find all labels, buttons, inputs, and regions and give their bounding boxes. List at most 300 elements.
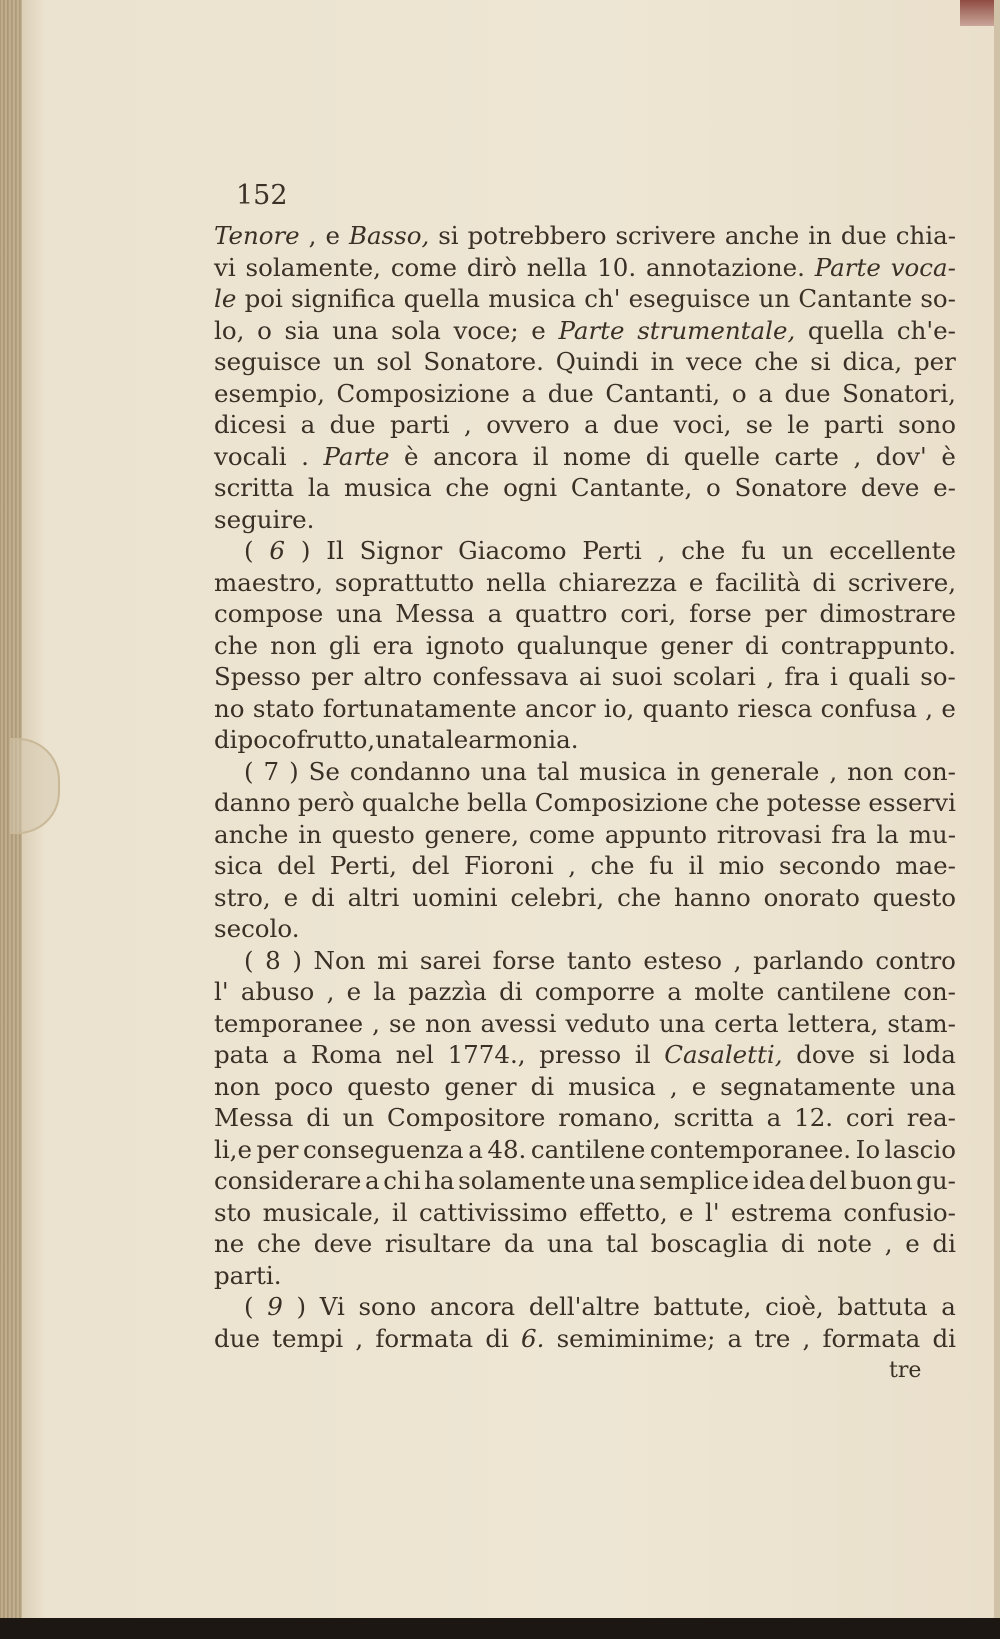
word: Roma [310, 1040, 382, 1069]
text-line [214, 252, 956, 284]
word: ( [244, 756, 254, 786]
text-line [214, 1039, 956, 1071]
word: dell'altre [528, 1292, 640, 1321]
word: qualche [361, 788, 460, 817]
text-line [214, 283, 956, 315]
text-line [214, 1102, 956, 1134]
word: note [817, 1229, 873, 1258]
word: nel [395, 1040, 434, 1069]
word: armonia. [468, 725, 579, 754]
text-line [214, 598, 956, 630]
word: , [308, 221, 317, 250]
word: dove [796, 1040, 856, 1069]
word: no [214, 693, 245, 723]
word: hanno [674, 882, 751, 912]
word: dov' [875, 441, 927, 471]
word: che [590, 851, 635, 880]
word: ch' [584, 284, 621, 313]
word: anche [214, 819, 289, 849]
word: in [298, 819, 322, 849]
word: io, [603, 693, 635, 723]
page-edge [994, 0, 1000, 1639]
word: ) [292, 945, 302, 975]
word: appunto [604, 819, 707, 849]
word: si [868, 1040, 890, 1069]
word: musica [488, 284, 576, 313]
word: poco [237, 725, 297, 754]
word: fu [649, 851, 674, 880]
word: scrivere [615, 221, 716, 250]
word: sarei [419, 945, 482, 975]
text-line [214, 1228, 956, 1260]
word: dica, [842, 347, 903, 376]
word: di [214, 725, 238, 754]
word: che [214, 630, 258, 660]
text-line [214, 819, 956, 851]
word: contro [875, 945, 956, 975]
word: , [355, 1323, 364, 1353]
text-line [214, 409, 956, 441]
word: conseguenza [303, 1134, 464, 1164]
ribbon-marker [960, 0, 994, 26]
word: mio [718, 851, 765, 880]
word: in [808, 221, 832, 250]
word: Composizione [534, 788, 709, 817]
word: due [214, 1323, 260, 1353]
word: o [706, 473, 721, 502]
word: ancora [429, 1292, 516, 1321]
word: del [277, 851, 316, 880]
word: con- [903, 977, 956, 1006]
word: tale [421, 725, 469, 754]
word: confusa [820, 693, 917, 723]
word: di [530, 1071, 555, 1101]
word: Quindi [555, 347, 639, 376]
word: chiarezza [558, 567, 677, 597]
word: contemporanee. [649, 1134, 852, 1164]
word: e [941, 693, 956, 723]
text-line [214, 1260, 956, 1292]
word: dicesi [214, 410, 287, 439]
word: seguisce [214, 347, 322, 376]
word: due [840, 221, 887, 250]
word: due [613, 410, 660, 439]
word: e- [933, 473, 956, 502]
word: una [589, 1166, 636, 1195]
word: fra [831, 819, 867, 849]
word: certa [714, 1008, 779, 1038]
word: parlando [753, 945, 864, 975]
word: Perti [582, 536, 642, 565]
word: questo [347, 1071, 431, 1101]
word: esteso [643, 945, 723, 975]
word: in [650, 347, 675, 376]
word: cori [845, 1103, 894, 1132]
word: potrebbero [467, 221, 607, 250]
word: a [487, 599, 503, 628]
word: tal [536, 756, 570, 786]
word: effetto, [578, 1197, 668, 1227]
word: poi [244, 284, 283, 313]
word: ancora [433, 441, 519, 471]
word: come [390, 252, 458, 282]
text-line [214, 315, 956, 347]
word: Composizione [336, 378, 510, 408]
word: , [829, 756, 838, 786]
word: è [941, 441, 956, 471]
text-line [214, 346, 956, 378]
word: , [802, 1323, 811, 1353]
word: compose [214, 599, 324, 628]
word: Cantante, [570, 473, 693, 502]
word: che [256, 1229, 301, 1258]
word: , [853, 441, 862, 471]
word: stato [252, 693, 315, 723]
word: Messa [395, 599, 475, 628]
word: abuso [240, 977, 315, 1006]
text-line [214, 1165, 956, 1197]
word: cantilene [530, 1134, 646, 1164]
word: era [372, 630, 414, 660]
word: che [754, 347, 799, 376]
text-line [214, 220, 956, 252]
word: Sonatori, [842, 378, 956, 408]
word: ) [289, 756, 299, 786]
word: bella [467, 788, 528, 817]
word: quanto [642, 693, 730, 723]
word: che [445, 473, 490, 502]
word: a [300, 410, 316, 439]
word: e [283, 882, 299, 912]
word: riesca [737, 693, 813, 723]
word: solamente, [245, 252, 381, 282]
word: due [329, 410, 376, 439]
word: di [306, 1103, 330, 1132]
word: secolo. [214, 914, 300, 943]
word: Sonatore. [423, 347, 544, 376]
word: ovvero [486, 410, 570, 439]
word: il [634, 1040, 651, 1069]
word: 7 [263, 756, 280, 786]
word: formata [822, 1323, 921, 1353]
word: semiminime; [556, 1323, 716, 1353]
word: tal [605, 1229, 639, 1258]
word: di [645, 441, 670, 471]
word: so- [920, 284, 956, 313]
word: qualunque [516, 630, 649, 660]
word: Cantante [798, 284, 913, 313]
word: e [531, 315, 546, 345]
word: una [659, 1008, 706, 1038]
word: , [925, 693, 934, 723]
word: buon [850, 1166, 913, 1195]
word: comporre [534, 977, 655, 1006]
body-text [214, 220, 956, 1354]
word: loda [902, 1040, 956, 1069]
word: , [766, 662, 774, 691]
word: stro, [214, 882, 271, 912]
page-clip [10, 738, 60, 834]
word: a [941, 1292, 956, 1321]
word: di [485, 1323, 509, 1353]
word: Compositore [386, 1103, 546, 1132]
word: segnatamente [720, 1071, 896, 1101]
word: sono [358, 1292, 417, 1321]
word: Giacomo [458, 536, 567, 565]
word: eseguisce [628, 284, 751, 313]
word: li,e [214, 1134, 252, 1164]
word: seguire. [214, 504, 315, 534]
word: una [332, 315, 379, 345]
word: cattivissimo [419, 1197, 568, 1227]
word: Sonatore [734, 473, 848, 502]
word: voca- [890, 252, 956, 282]
word: , [326, 977, 335, 1006]
word: solamente [458, 1166, 586, 1195]
word: danno [214, 788, 291, 817]
word: forse [492, 945, 556, 975]
word: esempio, [214, 378, 325, 408]
word: chia- [895, 221, 956, 250]
word: Basso, [348, 221, 430, 250]
word: scritta [214, 473, 295, 502]
word: del [808, 1166, 847, 1195]
word: potesse [766, 788, 862, 817]
word: ancor [525, 693, 596, 723]
word: Perti, [329, 851, 397, 880]
word: pata [214, 1040, 269, 1069]
word: quella [807, 315, 885, 345]
text-line [214, 630, 956, 662]
word: onorato [763, 882, 860, 912]
word: boscaglia [650, 1229, 769, 1258]
word: deve [313, 1229, 373, 1258]
word: ch'e- [896, 315, 956, 345]
word: di [812, 567, 836, 597]
word: si [438, 221, 459, 250]
word: strumentale, [637, 315, 796, 345]
word: temporanee [214, 1008, 364, 1038]
text-line [214, 472, 956, 504]
word: chi [383, 1166, 421, 1195]
word: a [758, 378, 773, 408]
text-line [214, 1323, 956, 1355]
word: questo [872, 882, 956, 912]
word: , [568, 851, 577, 880]
word: Signor [359, 536, 443, 565]
word: il [688, 851, 705, 880]
word: quali [848, 662, 910, 691]
text-line [214, 913, 956, 945]
word: rea- [906, 1103, 956, 1132]
word: e [346, 977, 362, 1006]
word: del [411, 851, 450, 880]
word: presso [539, 1040, 622, 1069]
word: i [830, 662, 838, 691]
word: cori, [620, 599, 677, 628]
word: non [847, 756, 894, 786]
word: . [301, 441, 309, 471]
word: 8 [265, 945, 281, 975]
word: e [905, 1229, 920, 1258]
word: due [547, 378, 594, 408]
word: lettera, [787, 1008, 879, 1038]
word: avessi [480, 1008, 557, 1038]
word: di [932, 1229, 956, 1258]
word: di [932, 1323, 956, 1353]
word: Casaletti, [664, 1040, 783, 1069]
word: Non [313, 945, 366, 975]
word: che [715, 788, 760, 817]
word: o [257, 315, 272, 345]
word: genere, [424, 819, 520, 849]
word: ha [424, 1166, 455, 1195]
word: 12. [794, 1103, 834, 1132]
word: Parte [323, 441, 390, 471]
word: però [297, 788, 355, 817]
word: formata [375, 1323, 474, 1353]
word: romano, [558, 1103, 661, 1132]
word: , [372, 1008, 380, 1038]
word: e [688, 567, 704, 597]
word: voce; [453, 315, 519, 345]
word: tempi [272, 1323, 344, 1353]
word: maestro, [214, 567, 324, 597]
text-line [214, 693, 956, 725]
word: 48. [487, 1134, 527, 1164]
word: nome [563, 441, 632, 471]
word: l' [704, 1197, 720, 1227]
word: tanto [566, 945, 632, 975]
word: di [780, 1229, 805, 1258]
word: anche [724, 221, 800, 250]
word: una [336, 599, 383, 628]
word: le [214, 284, 237, 313]
word: a [727, 1323, 743, 1353]
word: 6 [269, 536, 286, 565]
word: scolari [672, 662, 756, 691]
word: condanno [349, 756, 471, 786]
word: per [256, 1134, 299, 1164]
word: molte [694, 977, 765, 1006]
word: idea [752, 1166, 806, 1195]
text-line [214, 724, 956, 756]
word: sia [284, 315, 320, 345]
word: scrivere, [847, 567, 956, 597]
word: vece [686, 347, 743, 376]
word: suoi [611, 662, 663, 691]
word: fortunatamente [322, 693, 517, 723]
word: Fioroni [464, 851, 554, 880]
word: , [657, 536, 666, 565]
word: Parte [558, 315, 625, 345]
word: non [270, 630, 317, 660]
word: semplice [639, 1166, 750, 1195]
word: questo [331, 819, 415, 849]
word: risultare [384, 1229, 492, 1258]
word: contrappunto. [780, 630, 956, 660]
word: forse [689, 599, 752, 628]
word: poco [274, 1071, 334, 1101]
word: confusio- [843, 1197, 956, 1227]
text-line [214, 945, 956, 977]
word: celebri, [510, 882, 605, 912]
word: deve [860, 473, 920, 502]
word: un [781, 536, 814, 565]
word: a [766, 1103, 782, 1132]
word: dimostrare [819, 599, 956, 628]
word: gener [660, 630, 733, 660]
text-line [214, 787, 956, 819]
word: fra [784, 662, 820, 691]
word: musicale, [262, 1197, 381, 1227]
word: ( [244, 536, 254, 565]
text-line [214, 504, 956, 536]
text-line [214, 882, 956, 914]
word: gener [444, 1071, 517, 1101]
word: nella [485, 567, 547, 597]
word: ai [578, 662, 602, 691]
text-line [214, 1134, 956, 1166]
catchword: tre [889, 1358, 922, 1383]
word: a [282, 1040, 298, 1069]
text-line [214, 378, 956, 410]
word: vocali [214, 441, 287, 471]
word: ogni [503, 473, 558, 502]
word: stam- [887, 1008, 956, 1038]
word: lo, [214, 315, 245, 345]
word: uomini [412, 882, 498, 912]
text-line [214, 661, 956, 693]
word: eccellente [829, 536, 956, 565]
word: cantilene [776, 977, 892, 1006]
word: 9 [267, 1292, 283, 1321]
scan-border [0, 1618, 1000, 1639]
text-line [214, 756, 956, 788]
word: fu [741, 536, 766, 565]
word: da [504, 1229, 535, 1258]
word: che [617, 882, 662, 912]
word: se [389, 1008, 417, 1038]
word: un [758, 284, 791, 313]
word: un [342, 1103, 375, 1132]
word: a [468, 1134, 483, 1164]
word: un [333, 347, 365, 376]
word: con- [903, 756, 956, 786]
word: generale [710, 756, 820, 786]
text-line [214, 850, 956, 882]
word: estrema [731, 1197, 832, 1227]
word: il [532, 441, 549, 471]
text-line [214, 1291, 956, 1323]
word: ritrovasi [716, 819, 822, 849]
text-line [214, 976, 956, 1008]
word: sono [898, 410, 956, 439]
text-line [214, 441, 956, 473]
word: voci, [673, 410, 732, 439]
word: ne [214, 1229, 245, 1258]
text-line [214, 1071, 956, 1103]
word: . [273, 1260, 282, 1290]
word: , [733, 945, 742, 975]
word: ) [296, 1292, 307, 1321]
text-line [214, 535, 956, 567]
word: significa [291, 284, 396, 313]
word: di [311, 882, 335, 912]
word: per [913, 347, 956, 376]
word: ) [300, 536, 311, 565]
word: in [676, 756, 701, 786]
